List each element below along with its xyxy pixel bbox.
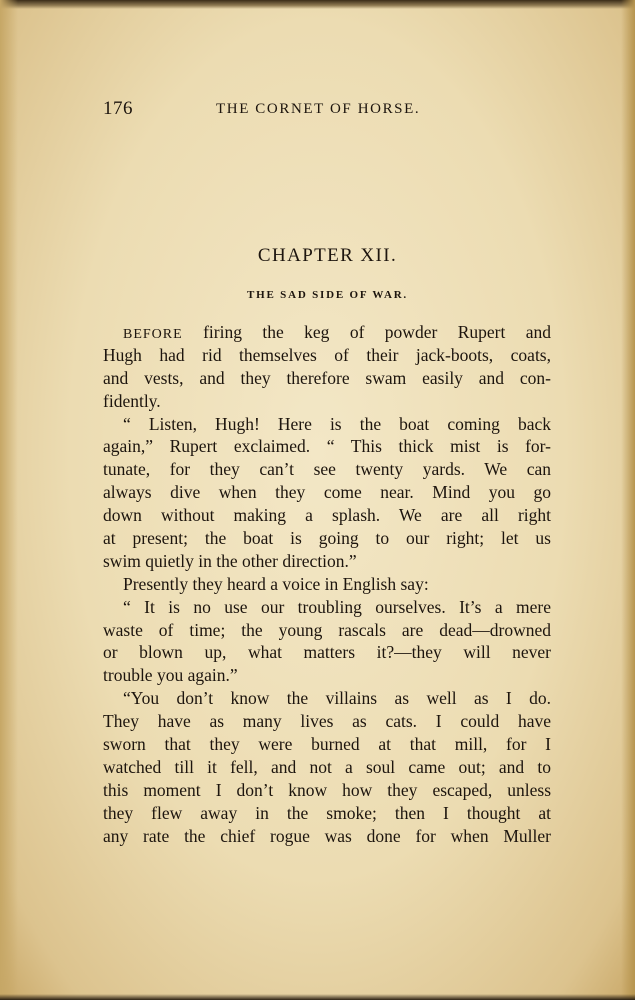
dropcap-word: BEFORE xyxy=(123,327,183,342)
text-line: watched till it fell, and not a soul came out; and to xyxy=(103,756,551,777)
page-top-edge xyxy=(0,0,635,9)
chapter-subtitle: THE SAD SIDE OF WAR. xyxy=(246,289,408,301)
text-line xyxy=(103,321,551,344)
text-line: any rate the chief rogue was done for when Muller xyxy=(103,825,551,846)
text-line: tunate, for they can’t see twenty yards. We can xyxy=(103,459,551,480)
chapter-title: CHAPTER XII. xyxy=(257,245,398,266)
page-right-edge xyxy=(621,0,635,1000)
text-line: Presently they heard a voice in English say: xyxy=(123,573,429,594)
running-head: THE CORNET OF HORSE. xyxy=(216,101,421,117)
text-line: and vests, and they therefore swam easily and con- xyxy=(103,367,551,388)
text-line: again,” Rupert exclaimed. “ This thick mist is for- xyxy=(103,436,551,457)
text-line: or blown up, what matters it?—they will never xyxy=(103,642,551,663)
text-line: always dive when they come near. Mind you go xyxy=(103,482,551,503)
text-line: down without making a splash. We are all right xyxy=(103,505,551,526)
text-line: sworn that they were burned at that mill, for I xyxy=(103,734,551,755)
text-line: “You don’t know the villains as well as I do. xyxy=(123,688,551,709)
body-text xyxy=(103,321,551,847)
page-header xyxy=(103,98,551,122)
text-line: trouble you again.” xyxy=(103,665,238,686)
page-bottom-edge xyxy=(0,994,635,1000)
text-line: swim quietly in the other direction.” xyxy=(103,550,357,571)
text-line: this moment I don’t know how they escaped, unless xyxy=(103,779,551,800)
page-left-edge xyxy=(0,0,18,1000)
text-line: “ Listen, Hugh! Here is the boat coming back xyxy=(123,413,551,434)
text-line: they flew away in the smoke; then I thought at xyxy=(103,802,551,823)
text-line: Hugh had rid themselves of their jack-boots, coats, xyxy=(103,344,551,365)
text-line: They have as many lives as cats. I could have xyxy=(103,711,551,732)
text-line: “ It is no use our troubling ourselves. It’s a mere xyxy=(123,596,551,617)
text-line: fidently. xyxy=(103,390,161,411)
first-line-rest: firing the keg of powder Rupert and xyxy=(182,322,551,342)
text-line: waste of time; the young rascals are dead—drowned xyxy=(103,619,551,640)
page-number: 176 xyxy=(103,98,133,119)
text-line: at present; the boat is going to our right; let us xyxy=(103,528,551,549)
